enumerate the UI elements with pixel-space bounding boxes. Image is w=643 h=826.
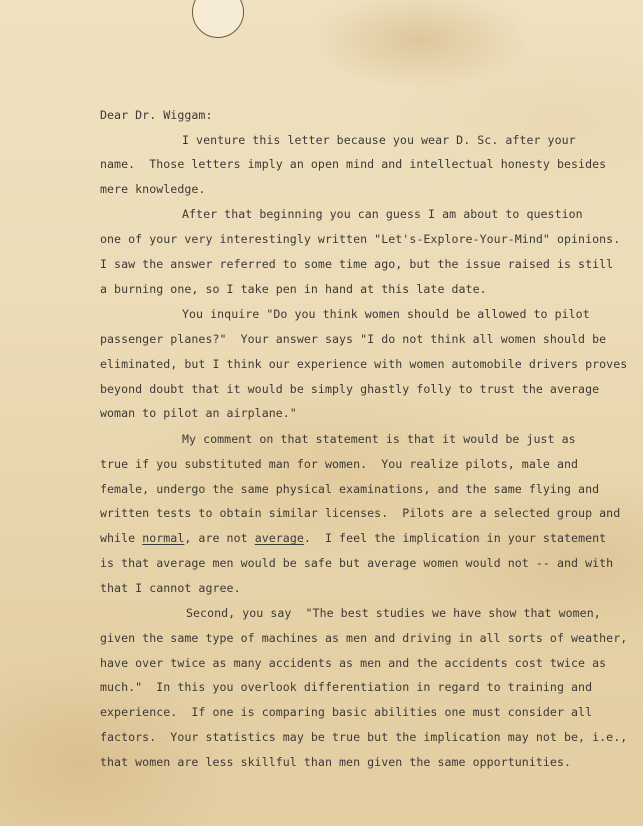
paragraph-5-line-3: have over twice as many accidents as men and the accidents cost twice as bbox=[100, 656, 607, 670]
paragraph-5-line-1: Second, you say "The best studies we have show that women, bbox=[186, 606, 601, 620]
paragraph-2-line-2: one of your very interestingly written "Let's-Explore-Your-Mind" opinions. bbox=[100, 232, 621, 246]
underlined-average: average bbox=[254, 531, 304, 545]
paragraph-3-line-2: passenger planes?" Your answer says "I do not think all women should be bbox=[100, 332, 607, 346]
paragraph-2-line-1: After that beginning you can guess I am about to question bbox=[182, 207, 583, 221]
paragraph-2-line-4: a burning one, so I take pen in hand at this late date. bbox=[100, 282, 487, 296]
paragraph-5-line-4: much." In this you overlook differentiation in regard to training and bbox=[100, 680, 593, 694]
paragraph-3-line-3: eliminated, but I think our experience with women automobile drivers proves bbox=[100, 357, 628, 371]
paragraph-5-line-7: that women are less skillful than men given the same opportunities. bbox=[100, 755, 572, 769]
line-5-prefix: while bbox=[100, 531, 143, 545]
paragraph-3-line-5: woman to pilot an airplane." bbox=[100, 406, 297, 420]
paragraph-1-line-3: mere knowledge. bbox=[100, 182, 206, 196]
paragraph-4-line-1: My comment on that statement is that it would be just as bbox=[182, 432, 576, 446]
paragraph-4-line-3: female, undergo the same physical examinations, and the same flying and bbox=[100, 482, 600, 496]
paragraph-1-line-2: name. Those letters imply an open mind and intellectual honesty besides bbox=[100, 157, 607, 171]
paragraph-3-line-1: You inquire "Do you think women should be allowed to pilot bbox=[182, 307, 590, 321]
punch-hole bbox=[192, 0, 244, 38]
line-5-suffix: . I feel the implication in your statement bbox=[303, 531, 607, 545]
salutation: Dear Dr. Wiggam: bbox=[100, 108, 213, 122]
paragraph-1-line-1: I venture this letter because you wear D. Sc. after your bbox=[182, 133, 576, 147]
paragraph-2-line-3: I saw the answer referred to some time ago, but the issue raised is still bbox=[100, 257, 614, 271]
paragraph-4-line-4: written tests to obtain similar licenses. Pilots are a selected group and bbox=[100, 506, 621, 520]
paragraph-4-line-7: that I cannot agree. bbox=[100, 581, 241, 595]
paragraph-4-line-5 bbox=[100, 531, 606, 545]
paragraph-5-line-2: given the same type of machines as men and driving in all sorts of weather, bbox=[100, 631, 628, 645]
paragraph-4-line-6: is that average men would be safe but average women would not -- and with bbox=[100, 556, 614, 570]
paragraph-5-line-5: experience. If one is comparing basic abilities one must consider all bbox=[100, 705, 593, 719]
line-5-middle: , are not bbox=[184, 531, 255, 545]
paragraph-5-line-6: factors. Your statistics may be true but the implication may not be, i.e., bbox=[100, 730, 628, 744]
paragraph-3-line-4: beyond doubt that it would be simply ghastly folly to trust the average bbox=[100, 382, 600, 396]
paragraph-4-line-2: true if you substituted man for women. You realize pilots, male and bbox=[100, 457, 579, 471]
underlined-normal: normal bbox=[142, 531, 185, 545]
